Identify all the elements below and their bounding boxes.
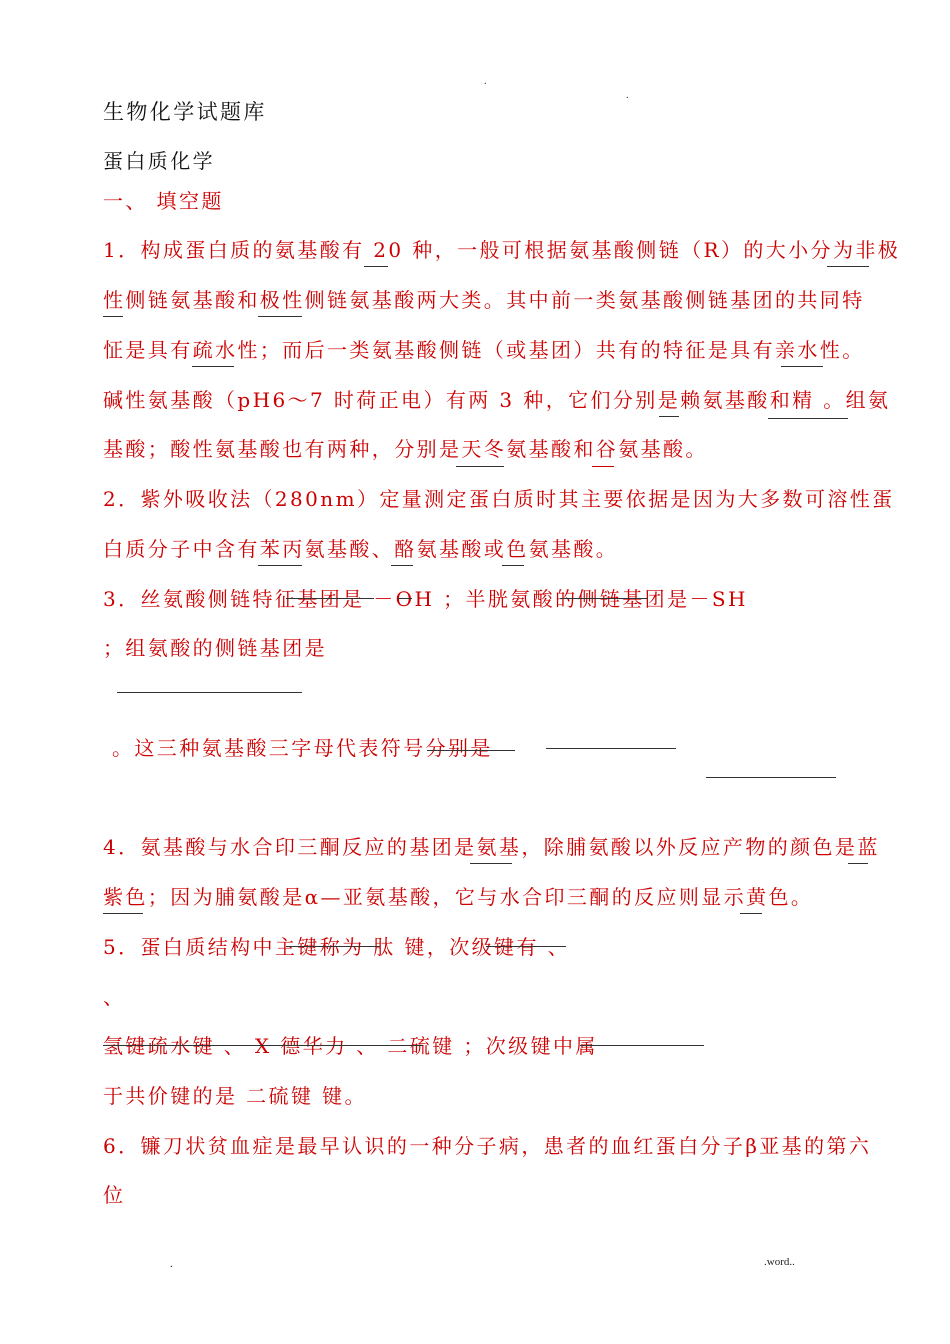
text-line: 1．构成蛋白质的氨基酸有 20 种，一般可根据氨基酸侧链（R）的大小分为非极 bbox=[103, 238, 901, 262]
text-line: 怔是具有疏水性；而后一类氨基酸侧链（或基团）共有的特征是具有亲水性。 bbox=[103, 338, 865, 362]
subsection-heading: 一、 填空题 bbox=[103, 189, 224, 213]
strikethrough-line bbox=[427, 750, 515, 751]
answer-underline bbox=[456, 466, 504, 467]
text-line: 紫色；因为脯氨酸是α—亚氨基酸，它与水合印三酮的反应则显示黄色。 bbox=[103, 885, 814, 909]
strikethrough-line bbox=[286, 598, 374, 599]
strikethrough-line bbox=[286, 946, 380, 947]
answer-blank-line bbox=[117, 692, 302, 693]
strikethrough-line bbox=[103, 1045, 423, 1046]
answer-underline bbox=[592, 466, 614, 467]
footer-dot: . bbox=[170, 1258, 173, 1270]
document-title: 生物化学试题库 bbox=[103, 100, 267, 124]
text-line: 、 bbox=[103, 985, 126, 1009]
header-dot-right: . bbox=[626, 90, 629, 101]
answer-underline bbox=[740, 913, 762, 914]
answer-underline bbox=[258, 316, 302, 317]
answer-underline bbox=[103, 913, 143, 914]
text-line: 4．氨基酸与水合印三酮反应的基团是氨基，除脯氨酸以外反应产物的颜色是蓝 bbox=[103, 835, 880, 859]
text-line: 氢键疏水键 、 X 德华力 、 二硫键 ；次级键中属 bbox=[103, 1034, 598, 1058]
answer-underline bbox=[364, 266, 388, 267]
answer-underline bbox=[103, 316, 123, 317]
text-line: 碱性氨基酸（pH6～7 时荷正电）有两 3 种，它们分别是赖氨基酸和精 。组氨 bbox=[103, 388, 891, 412]
text-line: 白质分子中含有苯丙氨基酸、酪氨基酸或色氨基酸。 bbox=[103, 537, 619, 561]
section-heading: 蛋白质化学 bbox=[103, 149, 215, 173]
text-line: 性侧链氨基酸和极性侧链氨基酸两大类。其中前一类氨基酸侧链基团的共同特 bbox=[103, 288, 865, 312]
text-line: 位 bbox=[103, 1183, 126, 1207]
answer-blank-line bbox=[706, 777, 836, 778]
text-line: 2．紫外吸收法（280nm）定量测定蛋白质时其主要依据是因为大多数可溶性蛋 bbox=[103, 487, 895, 511]
strikethrough-line bbox=[580, 1045, 704, 1046]
answer-underline bbox=[470, 863, 512, 864]
strikethrough-line bbox=[560, 598, 648, 599]
text-line: 3．丝氨酸侧链特征基团是 －OH ；半胱氨酸的侧链基团是－SH bbox=[103, 587, 748, 611]
answer-underline bbox=[768, 418, 848, 419]
text-line: 于共价键的是 二硫键 键。 bbox=[103, 1084, 367, 1108]
footer-word-mark: .word.. bbox=[764, 1256, 795, 1268]
text-line: ；组氨酸的侧链基团是 bbox=[103, 636, 327, 660]
text-line: 5．蛋白质结构中主键称为 肽 键，次级键有 、 bbox=[103, 935, 570, 959]
text-line: 。这三种氨基酸三字母代表符号分别是 bbox=[112, 736, 493, 760]
answer-underline bbox=[781, 366, 823, 367]
answer-underline bbox=[391, 565, 413, 566]
text-line: 6．镰刀状贫血症是最早认识的一种分子病，患者的血红蛋白分子β亚基的第六 bbox=[103, 1134, 872, 1158]
answer-underline bbox=[659, 416, 679, 417]
answer-underline bbox=[192, 366, 234, 367]
strikethrough-line bbox=[398, 598, 412, 599]
header-dot-left: . bbox=[484, 76, 487, 87]
answer-underline bbox=[258, 565, 302, 566]
answer-underline bbox=[848, 863, 868, 864]
answer-underline bbox=[502, 565, 524, 566]
text-line: 基酸；酸性氨基酸也有两种，分别是天冬氨基酸和谷氨基酸。 bbox=[103, 437, 708, 461]
strikethrough-line bbox=[486, 946, 566, 947]
answer-blank-line bbox=[546, 748, 676, 749]
answer-underline bbox=[827, 266, 869, 267]
